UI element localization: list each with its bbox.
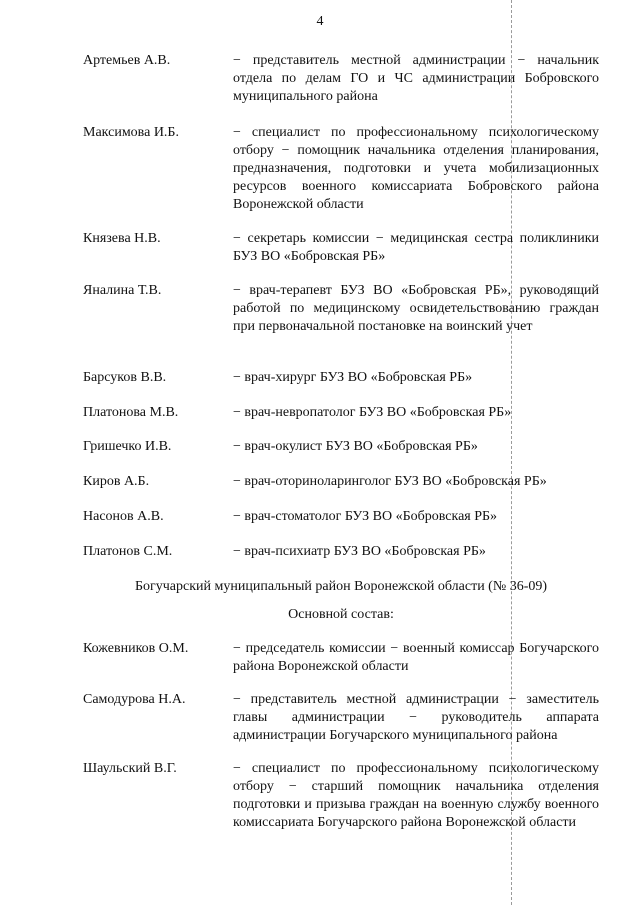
member-entry: [83, 230, 599, 266]
member-name: Артемьев А.В.: [83, 53, 171, 68]
member-entry: [83, 640, 599, 676]
page-number: 4: [316, 14, 324, 29]
member-name: Насонов А.В.: [83, 509, 164, 524]
member-role: − председатель комиссии − военный комиссар Богучарского района Воронежской области: [233, 641, 599, 674]
member-role: − секретарь комиссии − медицинская сестра поликлиники БУЗ ВО «Бобровская РБ»: [233, 231, 599, 264]
member-role: − врач-стоматолог БУЗ ВО «Бобровская РБ»: [233, 509, 498, 524]
member-role: − специалист по профессиональному психологическому отбору − помощник начальника отделения планирования, предназначения, подготовки и учета мобилизационных ресурсов военного комиссариата Бобровского района Воронежской области: [233, 125, 599, 212]
member-role: − врач-оториноларинголог БУЗ ВО «Бобровская РБ»: [233, 474, 547, 489]
member-role: − врач-окулист БУЗ ВО «Бобровская РБ»: [233, 439, 478, 454]
member-entry: [83, 473, 599, 491]
member-name: Самодурова Н.А.: [83, 692, 186, 707]
member-entry: [83, 691, 599, 745]
member-role: − представитель местной администрации − начальник отдела по делам ГО и ЧС администрации Бобровского муниципального района: [233, 53, 599, 104]
member-name: Шаульский В.Г.: [83, 761, 177, 776]
member-entry: [83, 124, 599, 214]
member-role: − представитель местной администрации − заместитель главы администрации − руководитель аппарата администрации Богучарского муниципального района: [233, 692, 599, 743]
member-name: Князева Н.В.: [83, 231, 161, 246]
member-entry: [83, 760, 599, 832]
member-role: − врач-терапевт БУЗ ВО «Бобровская РБ», руководящий работой по медицинскому освидетельствованию граждан при первоначальной постановке на воинский учет: [233, 283, 599, 334]
member-role: − врач-хирург БУЗ ВО «Бобровская РБ»: [233, 370, 473, 385]
member-role: − врач-психиатр БУЗ ВО «Бобровская РБ»: [233, 544, 486, 559]
member-entry: [83, 404, 599, 422]
member-entry: [83, 369, 599, 387]
section-title: Богучарский муниципальный район Воронежской области (№ 36-09): [134, 579, 548, 594]
member-name: Гришечко И.В.: [83, 439, 172, 454]
member-role: − врач-невропатолог БУЗ ВО «Бобровская РБ»: [233, 405, 512, 420]
member-name: Яналина Т.В.: [83, 283, 162, 298]
member-entry: [83, 52, 599, 106]
member-entry: [83, 508, 599, 526]
member-name: Платонов С.М.: [83, 544, 173, 559]
member-entry: [83, 543, 599, 561]
member-name: Киров А.Б.: [83, 474, 150, 489]
member-name: Кожевников О.М.: [83, 641, 189, 656]
member-role: − специалист по профессиональному психологическому отбору − старший помощник начальника отделения подготовки и призыва граждан на военную службу военного комиссариата Богучарского района Воронежской области: [233, 761, 599, 830]
member-name: Платонова М.В.: [83, 405, 179, 420]
subsection-title: Основной состав:: [288, 607, 394, 622]
member-name: Максимова И.Б.: [83, 125, 179, 140]
member-entry: [83, 282, 599, 336]
member-entry: [83, 438, 599, 456]
member-name: Барсуков В.В.: [83, 370, 167, 385]
